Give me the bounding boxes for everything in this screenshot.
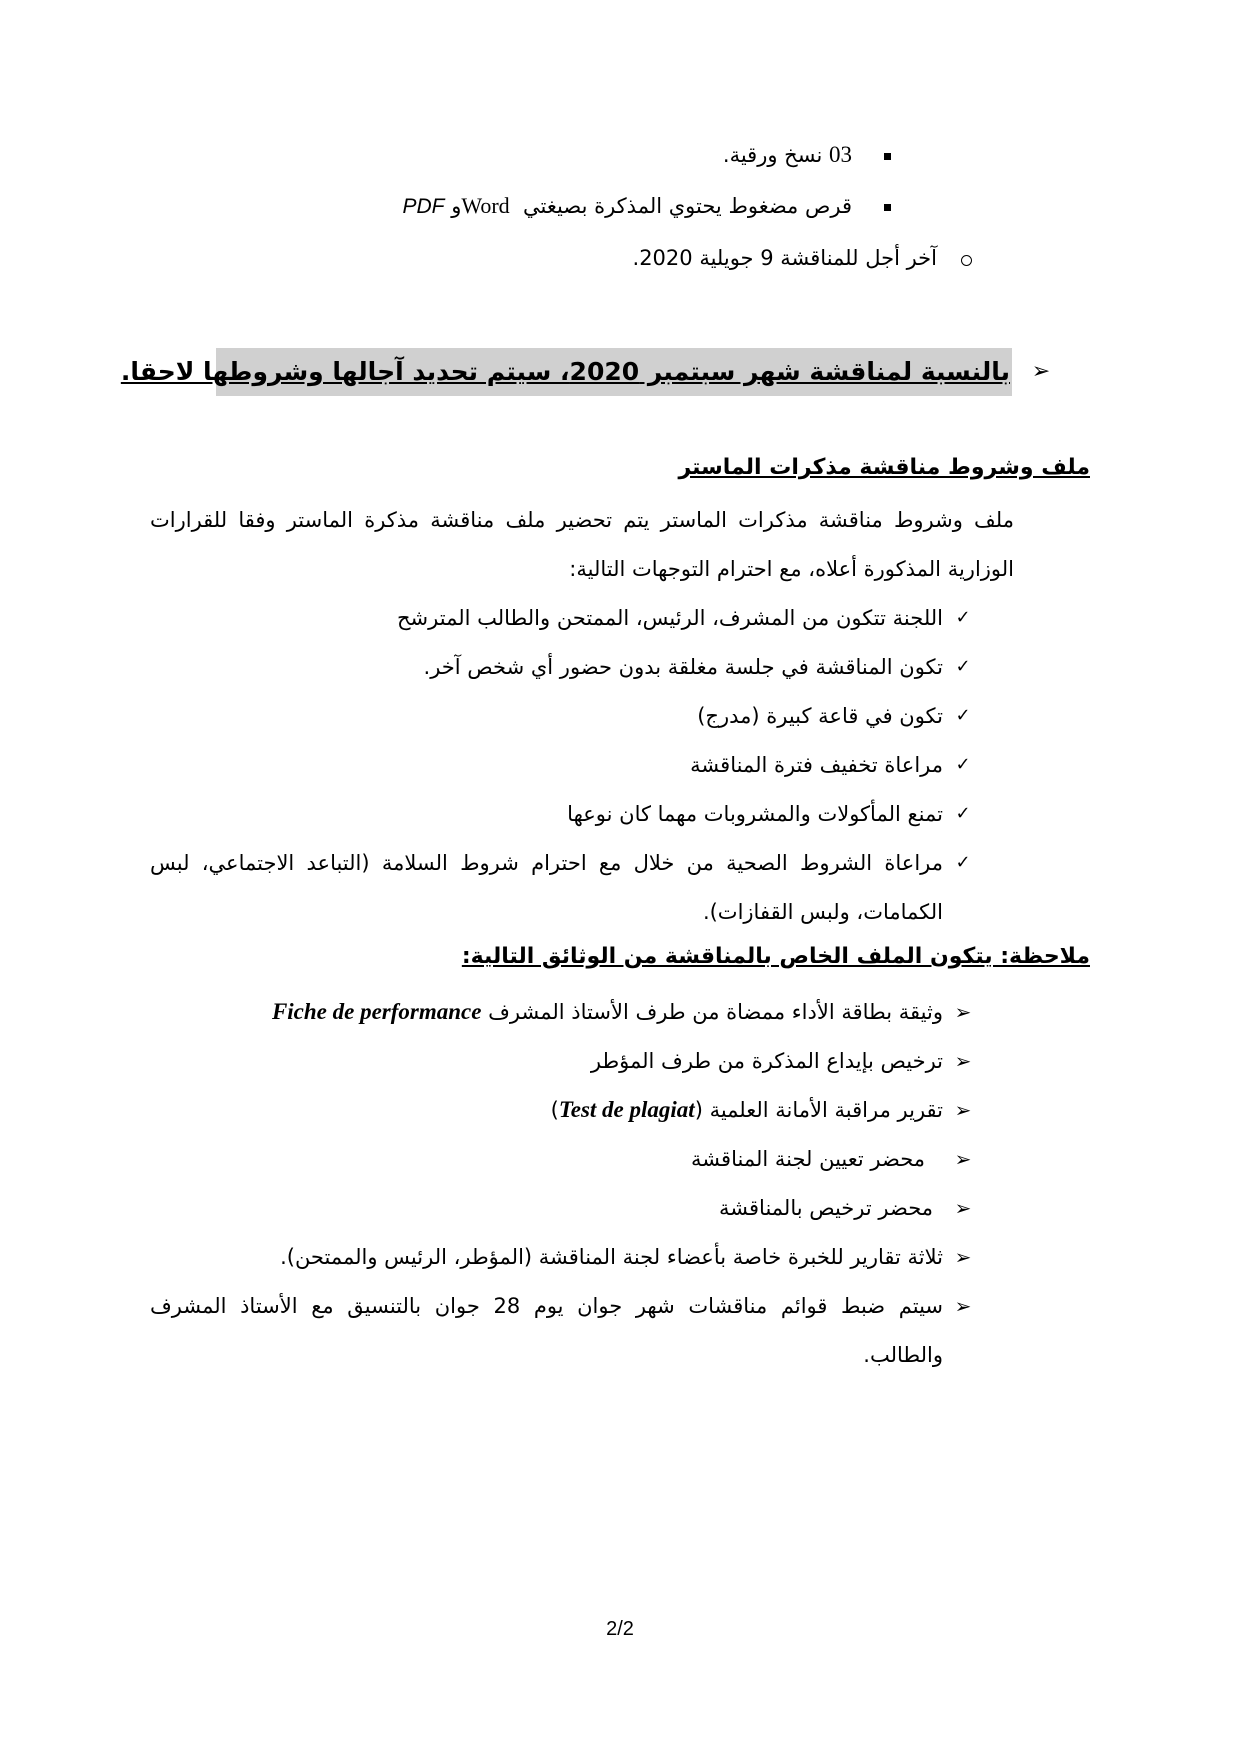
health-item-line-1: مراعاة الشروط الصحية من خلال مع احترام شروط السلامة (التباعد الاجتماعي، لبس	[150, 851, 943, 875]
copies-line	[723, 140, 852, 170]
copies-text: نسخ ورقية.	[722, 143, 823, 167]
note-title: ملاحظة: يتكون الملف الخاص بالمناقشة من الوثائق التالية:	[461, 944, 1090, 969]
september-note: بالنسبة لمناقشة شهر سبتمبر 2020، سيتم تحديد آجالها وشروطها لاحقا.	[120, 357, 1010, 386]
document-item-deposit: ترخيص بإيداع المذكرة من طرف المؤطر	[590, 1049, 943, 1073]
arrowhead-bullet-icon: ➢	[954, 1294, 972, 1318]
health-item-line-2: الكمامات، ولبس القفازات).	[702, 900, 943, 924]
arrowhead-bullet-icon: ➢	[1031, 359, 1051, 384]
checklist-item: تكون المناقشة في جلسة مغلقة بدون حضور أي شخص آخر.	[423, 655, 943, 679]
document-item-reports: ثلاثة تقارير للخبرة خاصة بأعضاء لجنة المناقشة (المؤطر، الرئيس والممتحن).	[280, 1245, 943, 1269]
page-number: 2/2	[606, 1618, 634, 1640]
document-item-authorization: محضر ترخيص بالمناقشة	[719, 1196, 933, 1220]
circle-bullet-icon	[955, 243, 977, 276]
check-icon: ✓	[955, 803, 971, 824]
paragraph-line-2: الوزارية المذكورة أعلاه، مع احترام التوجهات التالية:	[569, 557, 1014, 581]
document-item-committee: محضر تعيين لجنة المناقشة	[691, 1147, 925, 1171]
arrowhead-bullet-icon: ➢	[954, 1098, 972, 1122]
plagiat-latin: Test de plagiat	[558, 1097, 695, 1122]
performance-latin: Fiche de performance	[271, 999, 482, 1024]
square-bullet-icon	[876, 191, 898, 221]
document-item-plagiat: تقرير مراقبة الأمانة العلمية (Test de plagiat)	[550, 1097, 943, 1122]
check-icon: ✓	[955, 705, 971, 726]
pdf-format: PDF	[402, 195, 445, 218]
arrowhead-bullet-icon: ➢	[954, 1000, 972, 1024]
deadline-line: آخر أجل للمناقشة 9 جويلية 2020.	[632, 246, 937, 270]
arrowhead-bullet-icon: ➢	[954, 1196, 972, 1220]
check-icon: ✓	[955, 656, 971, 677]
document-item-schedule-line-2: والطالب.	[863, 1343, 943, 1367]
plagiat-text: تقرير مراقبة الأمانة العلمية	[709, 1098, 943, 1122]
document-item-performance	[272, 997, 943, 1027]
document-item-schedule-line-1: سيتم ضبط قوائم مناقشات شهر جوان يوم 28 جوان بالتنسيق مع الأستاذ المشرف	[150, 1294, 943, 1318]
cd-connector: و	[451, 194, 462, 218]
check-icon: ✓	[955, 852, 971, 873]
copies-number: 03	[829, 142, 852, 167]
checklist-item: تكون في قاعة كبيرة (مدرج)	[697, 704, 943, 728]
performance-text: وثيقة بطاقة الأداء ممضاة من طرف الأستاذ المشرف	[488, 1000, 943, 1024]
checklist-item: اللجنة تتكون من المشرف، الرئيس، الممتحن والطالب المترشح	[397, 606, 943, 630]
checklist-item: مراعاة تخفيف فترة المناقشة	[690, 753, 943, 777]
arrowhead-bullet-icon: ➢	[954, 1147, 972, 1171]
checklist-item: تمنع المأكولات والمشروبات مهما كان نوعها	[567, 802, 943, 826]
paragraph-line-1: ملف وشروط مناقشة مذكرات الماستر يتم تحضير ملف مناقشة مذكرة الماستر وفقا للقرارات	[150, 508, 1014, 532]
square-bullet-icon	[876, 140, 898, 170]
check-icon: ✓	[955, 607, 971, 628]
word-format: Word	[461, 193, 510, 218]
cd-line	[403, 191, 853, 222]
cd-text: قرص مضغوط يحتوي المذكرة بصيغتي	[523, 194, 852, 218]
check-icon: ✓	[955, 754, 971, 775]
section-title: ملف وشروط مناقشة مذكرات الماستر	[678, 455, 1090, 480]
arrowhead-bullet-icon: ➢	[954, 1245, 972, 1269]
arrowhead-bullet-icon: ➢	[954, 1049, 972, 1073]
